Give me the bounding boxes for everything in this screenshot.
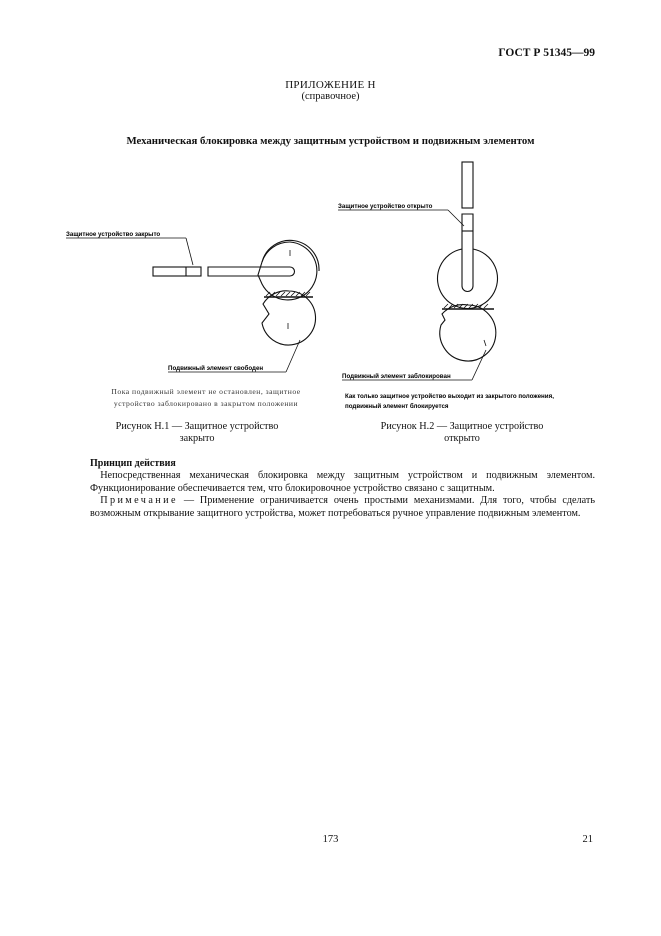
figure2-note-line2: подвижный элемент блокируется — [345, 403, 449, 410]
section-heading: Механическая блокировка между защитным устройством и подвижным элементом — [126, 135, 535, 147]
lower-wheel — [262, 291, 316, 345]
figure1-drawing — [66, 238, 319, 372]
note-text: — Применение ограничивается очень простыми механизмами. Для того, чтобы сделать возможным открывание защитного устройства, может потребоваться ручное управление подвижным элементом. — [90, 495, 595, 519]
note-label: Примечание — [100, 495, 178, 506]
figure1-label-top: Защитное устройство закрыто — [66, 231, 161, 238]
lower-wheel-2 — [440, 305, 496, 361]
principle-paragraph-text: Непосредственная механическая блокировка между защитным устройством и подвижным элементом. Функционирование обеспечивается тем, что блокировочное устройство связано с защитным. — [90, 470, 595, 494]
interlock-figures — [0, 0, 661, 420]
figure2-label-bottom: Подвижный элемент заблокирован — [342, 373, 451, 380]
figure2-note-line1: Как только защитное устройство выходит из закрытого положения, — [345, 393, 554, 400]
guard-rod-left — [153, 267, 201, 276]
figure2-caption-line2: открыто — [444, 433, 480, 444]
principle-note — [90, 495, 595, 520]
appendix-subtitle: (справочное) — [301, 91, 360, 102]
standard-number: ГОСТ Р 51345—99 — [498, 47, 595, 59]
principle-paragraph — [90, 470, 595, 495]
figure2-caption-line1: Рисунок Н.2 — Защитное устройство — [380, 421, 544, 432]
figure1-caption — [97, 421, 297, 445]
principle-heading: Принцип действия — [90, 458, 176, 469]
figure1-caption-line1: Рисунок Н.1 — Защитное устройство — [115, 421, 279, 432]
figure1-note-line2: устройство заблокировано в закрытом положении — [113, 399, 299, 408]
figure1-note — [104, 386, 308, 410]
figure2-caption — [362, 421, 562, 445]
page-number-right: 21 — [582, 834, 593, 845]
figure2-drawing — [338, 162, 498, 380]
figure1-label-bottom: Подвижный элемент свободен — [168, 365, 264, 372]
guard-rod-upper — [462, 162, 473, 208]
figure2-label-top: Защитное устройство открыто — [338, 203, 433, 210]
page-number-center: 173 — [322, 834, 339, 845]
guard-rod-right — [208, 267, 295, 276]
figure1-note-line1: Пока подвижный элемент не остановлен, защитное — [111, 387, 301, 396]
figure1-caption-line2: закрыто — [179, 433, 215, 444]
appendix-title: ПРИЛОЖЕНИЕ Н — [285, 79, 376, 91]
